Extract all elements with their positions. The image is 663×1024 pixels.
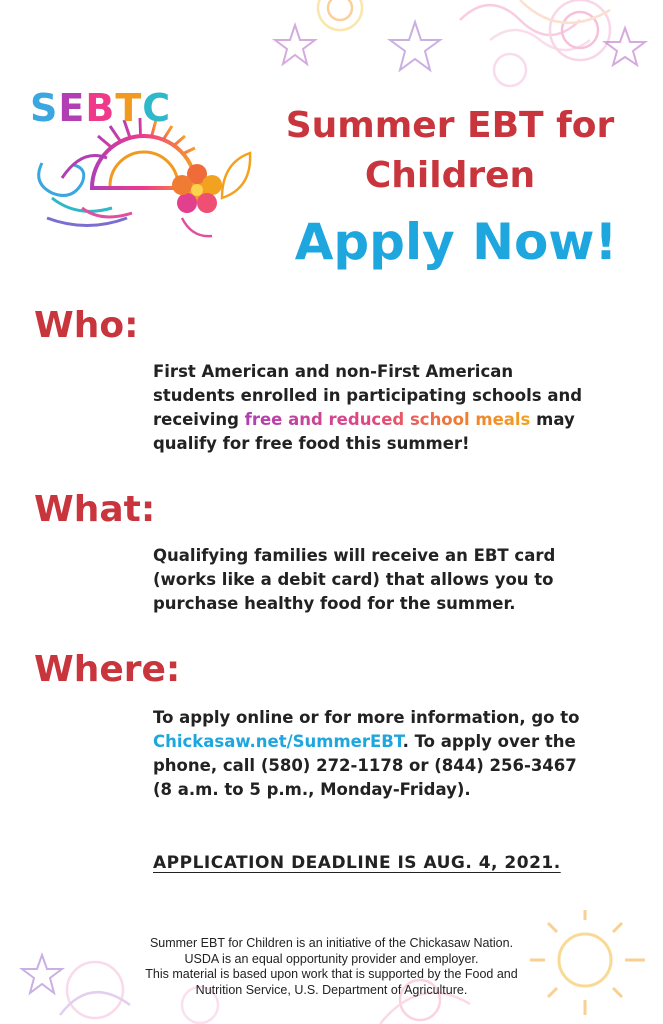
who-line-2: students enrolled in participating schools and (153, 386, 583, 405)
logo-letter: C (142, 86, 172, 130)
who-paragraph (153, 360, 643, 456)
where-line-2 (153, 730, 643, 754)
where-line-4: (8 a.m. to 5 p.m., Monday-Friday). (153, 780, 471, 799)
logo-text (30, 86, 171, 130)
logo-letter: S (30, 86, 59, 130)
footer-line-4: Nutrition Service, U.S. Department of Agriculture. (195, 982, 468, 997)
apply-now-heading: Apply Now! (294, 213, 618, 271)
title-line-2: Children (364, 155, 536, 196)
who-line-1: First American and non-First American (153, 362, 514, 381)
who-line-3-after: may (530, 410, 575, 429)
who-line-3-before: receiving (153, 410, 245, 429)
who-line-3 (153, 408, 643, 432)
what-paragraph (153, 544, 643, 616)
free-reduced-meals-highlight: free and reduced school meals (244, 410, 531, 429)
title-line-1: Summer EBT for (285, 105, 615, 146)
footer-line-3: This material is based upon work that is supported by the Food and (145, 967, 518, 981)
logo-letter: B (85, 86, 116, 130)
where-paragraph (153, 706, 643, 802)
decorative-swirls-top-icon (260, 0, 663, 110)
logo-letter: E (58, 86, 86, 130)
where-heading: Where: (34, 649, 181, 690)
footer-line-2: USDA is an equal opportunity provider and employer. (184, 951, 479, 966)
where-line-3: phone, call (580) 272-1178 or (844) 256-3467 (153, 756, 577, 775)
what-line-1: Qualifying families will receive an EBT card (153, 546, 556, 565)
application-deadline: APPLICATION DEADLINE IS AUG. 4, 2021. (153, 853, 561, 873)
who-line-4: qualify for free food this summer! (153, 434, 470, 453)
what-line-2: (works like a debit card) that allows you to (153, 570, 554, 589)
sebtc-logo (22, 78, 262, 248)
who-heading: Who: (34, 305, 139, 346)
where-line-2-after: . To apply over the (402, 732, 576, 751)
what-line-3: purchase healthy food for the summer. (153, 594, 516, 613)
logo-letter: T (115, 86, 143, 130)
footer-line-1: Summer EBT for Children is an initiative of the Chickasaw Nation. (149, 936, 514, 950)
summer-ebt-link[interactable]: Chickasaw.net/SummerEBT (153, 732, 403, 751)
footer-disclaimer (60, 936, 603, 998)
what-heading: What: (34, 489, 156, 530)
where-line-1: To apply online or for more information, go to (153, 708, 580, 727)
